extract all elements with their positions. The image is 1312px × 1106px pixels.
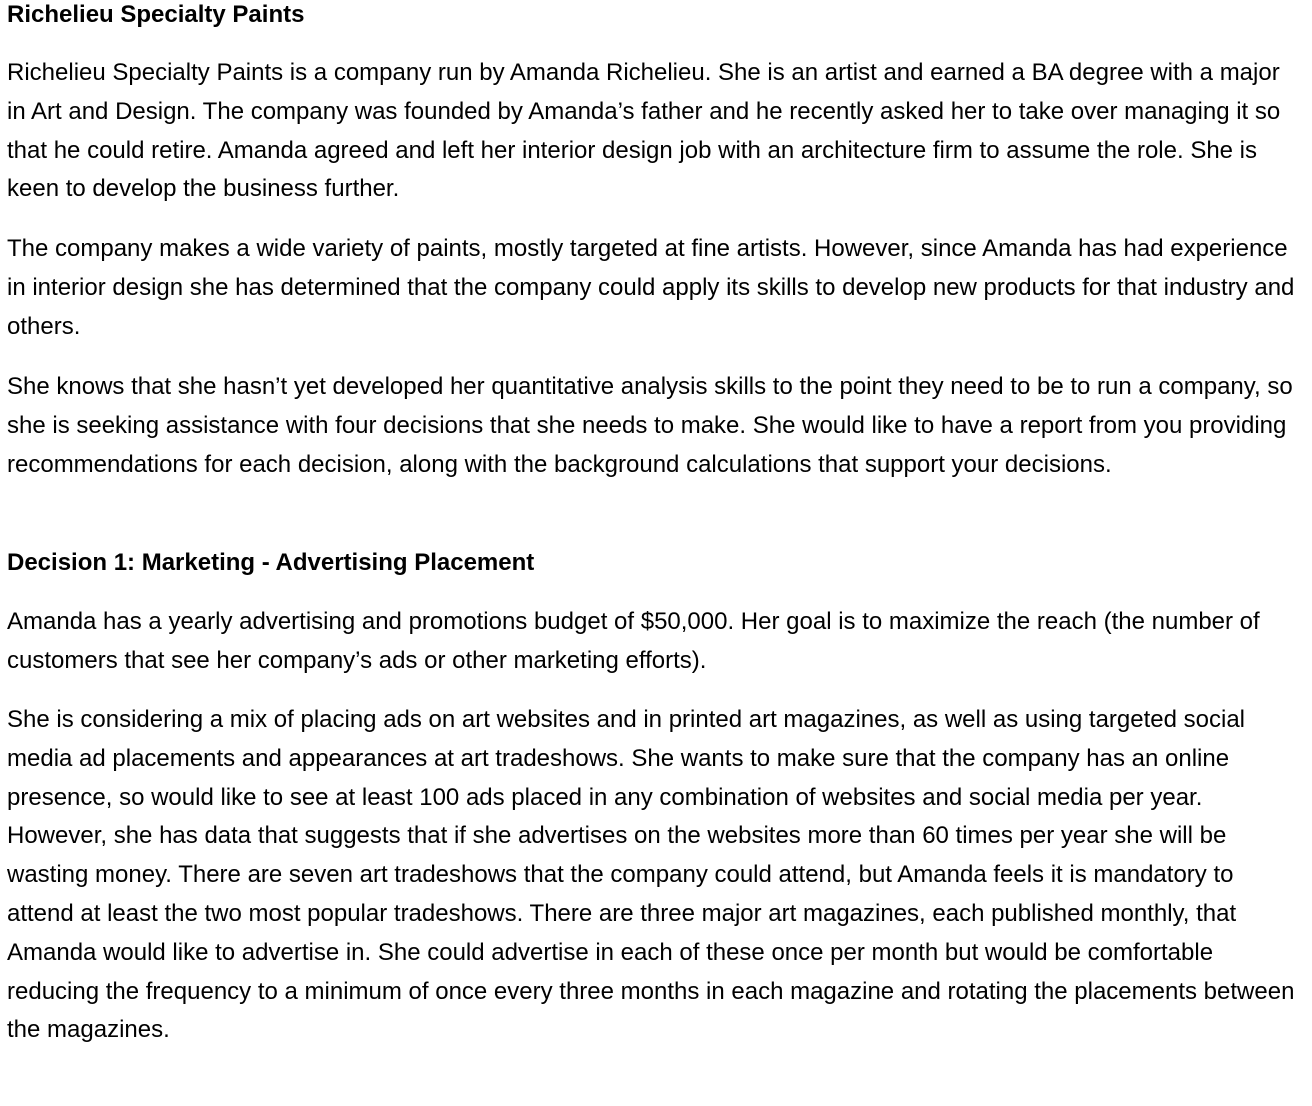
- decision-1-paragraph-2: She is considering a mix of placing ads on art websites and in printed art magazines, as well as using targeted social media ad placements and appearances at art tradeshows. She wants to make sure that the company has an online presence, so would like to see at least 100 ads placed in any combination of websites and social media per year. However, she has data that suggests that if she advertises on the websites more than 60 times per year she will be wasting money. There are seven art tradeshows that the company could attend, but Amanda feels it is mandatory to attend at least the two most popular tradeshows. There are three major art magazines, each published monthly, that Amanda would like to advertise in. She could advertise in each of these once per month but would be comfortable reducing the frequency to a minimum of once every three months in each magazine and rotating the placements between the magazines.: [7, 706, 1295, 1044]
- decision-1-heading: Decision 1: Marketing - Advertising Placement: [7, 549, 535, 576]
- decision-1-paragraph-1: Amanda has a yearly advertising and promotions budget of $50,000. Her goal is to maximize the reach (the number of customers that see her company’s ads or other marketing efforts).: [7, 608, 1260, 674]
- intro-paragraph-2: The company makes a wide variety of paints, mostly targeted at fine artists. However, since Amanda has had experience in interior design she has determined that the company could apply its skills to develop new products for that industry and others.: [7, 235, 1295, 340]
- intro-paragraph-1: Richelieu Specialty Paints is a company run by Amanda Richelieu. She is an artist and earned a BA degree with a major in Art and Design. The company was founded by Amanda’s father and he recently asked her to take over managing it so that he could retire. Amanda agreed and left her interior design job with an architecture firm to assume the role. She is keen to develop the business further.: [7, 59, 1281, 203]
- intro-paragraph-3: She knows that she hasn’t yet developed her quantitative analysis skills to the point they need to be to run a company, so she is seeking assistance with four decisions that she needs to make. She would like to have a report from you providing recommendations for each decision, along with the background calculations that support your decisions.: [7, 373, 1293, 478]
- document-title: Richelieu Specialty Paints: [7, 1, 305, 28]
